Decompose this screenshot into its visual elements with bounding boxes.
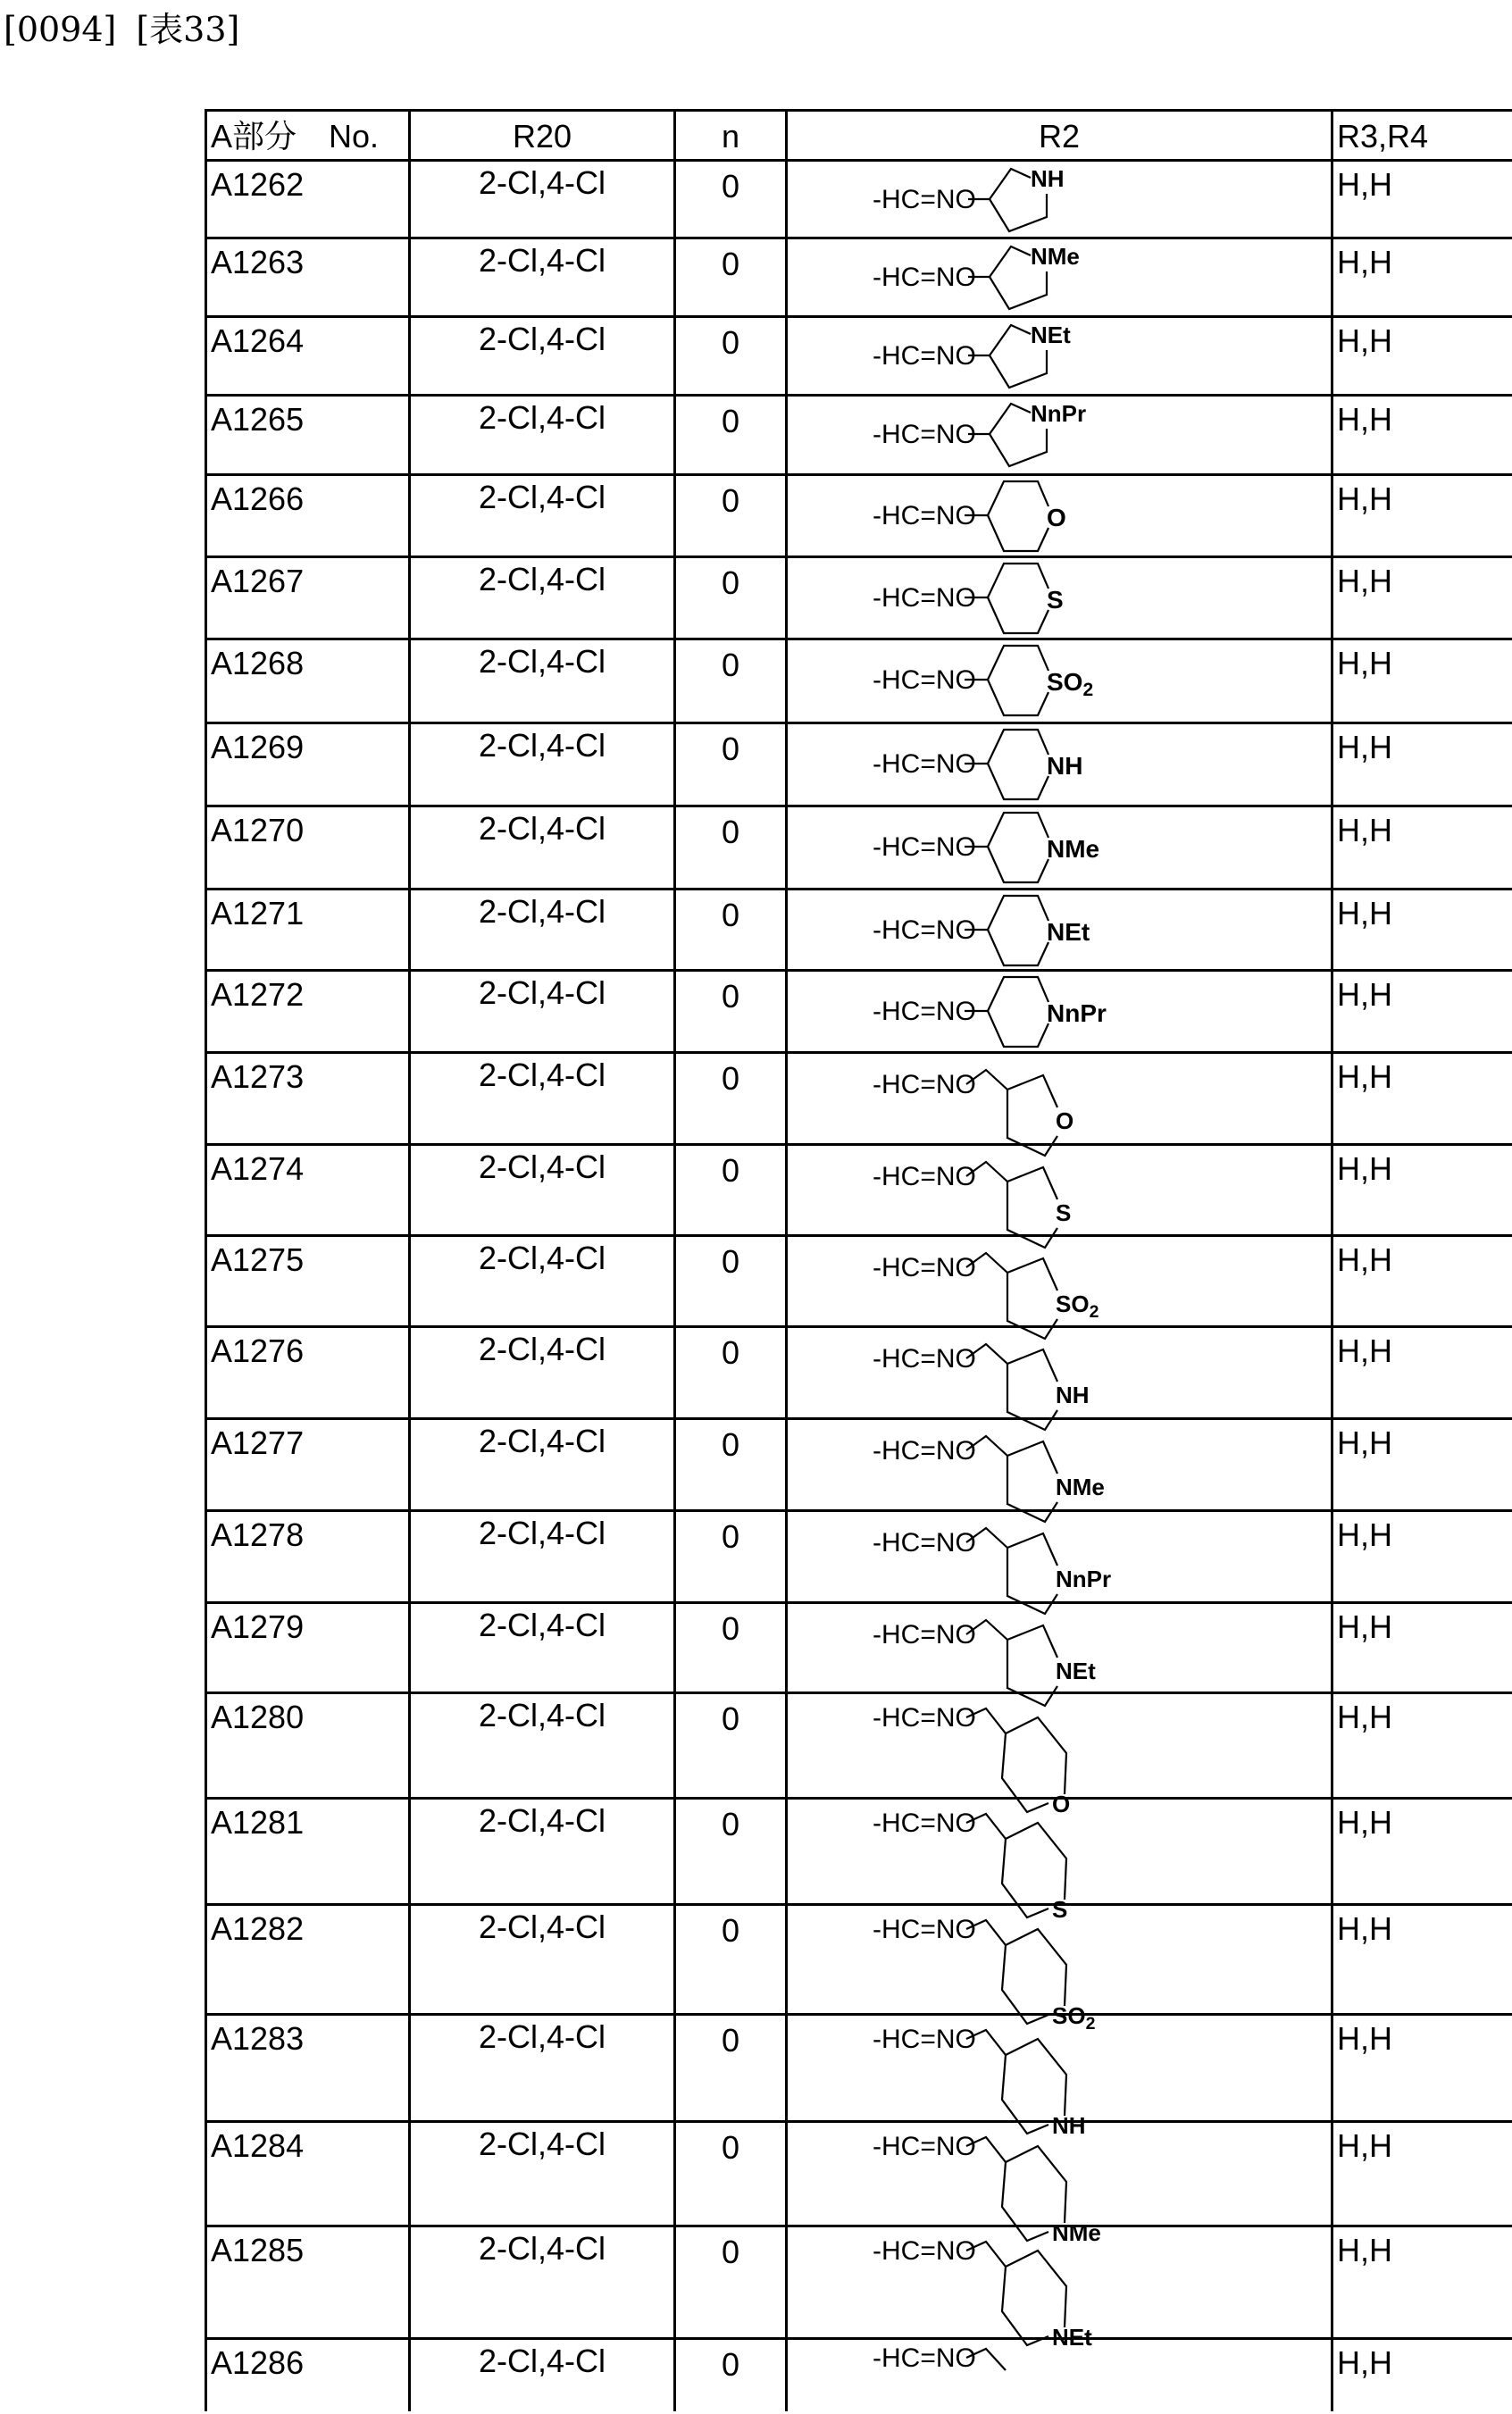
a-no-cell: A1283	[205, 2016, 408, 2120]
svg-text:-HC=NO: -HC=NO	[873, 665, 976, 695]
r2-structure-cell	[785, 2227, 1331, 2351]
a-no-cell: A1262	[205, 162, 408, 237]
n-cell: 0	[673, 2016, 785, 2120]
table-row	[205, 1509, 1512, 1601]
a-no-cell: A1286	[205, 2340, 408, 2411]
r20-cell: 2-Cl,4-Cl	[408, 397, 673, 473]
a-no-cell: A1267	[205, 558, 408, 638]
svg-text:-HC=NO: -HC=NO	[873, 1162, 976, 1191]
chemical-structure-icon	[788, 1694, 1333, 1817]
r2-structure-cell	[785, 640, 1331, 722]
r3r4-cell: H,H	[1331, 1328, 1512, 1417]
svg-text:-HC=NO: -HC=NO	[873, 1808, 976, 1838]
table-row	[205, 315, 1512, 394]
r3r4-cell: H,H	[1331, 1512, 1512, 1601]
n-cell: 0	[673, 972, 785, 1051]
table-row	[205, 1051, 1512, 1143]
a-no-cell: A1269	[205, 724, 408, 805]
r3r4-cell: H,H	[1331, 318, 1512, 394]
r3r4-cell: H,H	[1331, 640, 1512, 722]
svg-text:SO2: $SO_2$	[1056, 1291, 1099, 1322]
svg-text:NH: NH	[1047, 752, 1083, 780]
r2-structure-cell	[785, 724, 1331, 805]
r20-cell: 2-Cl,4-Cl	[408, 162, 673, 237]
table-row	[205, 2120, 1512, 2246]
r3r4-cell: H,H	[1331, 2123, 1512, 2225]
svg-text:O: O	[1047, 504, 1066, 531]
table-row	[205, 638, 1512, 722]
r20-cell: 2-Cl,4-Cl	[408, 972, 673, 1051]
a-no-cell: A1271	[205, 890, 408, 969]
table-row	[205, 394, 1512, 473]
table-row	[205, 722, 1512, 805]
r3r4-cell: H,H	[1331, 2340, 1512, 2411]
r20-cell: 2-Cl,4-Cl	[408, 807, 673, 888]
chemical-structure-icon	[788, 1604, 1333, 1694]
chemical-structure-icon	[788, 1906, 1333, 2034]
r2-structure-cell	[785, 1800, 1331, 1923]
r3r4-cell: H,H	[1331, 162, 1512, 237]
r2-structure-cell	[785, 1420, 1331, 1509]
r2-structure-cell	[785, 239, 1331, 315]
r20-cell: 2-Cl,4-Cl	[408, 558, 673, 638]
r20-cell: 2-Cl,4-Cl	[408, 318, 673, 394]
n-cell: 0	[673, 239, 785, 315]
chemical-structure-icon	[788, 972, 1333, 1054]
svg-text:SO2: $SO_2$	[1047, 668, 1094, 700]
svg-text:-HC=NO: -HC=NO	[873, 2025, 976, 2054]
svg-text:S: S	[1052, 1896, 1068, 1923]
n-cell: 0	[673, 1054, 785, 1143]
table-row	[205, 1143, 1512, 1234]
table-row	[205, 1601, 1512, 1691]
a-no-cell: A1280	[205, 1694, 408, 1797]
r20-cell: 2-Cl,4-Cl	[408, 2340, 673, 2411]
r20-cell: 2-Cl,4-Cl	[408, 1328, 673, 1417]
svg-text:NMe: NMe	[1047, 835, 1100, 863]
n-cell: 0	[673, 1146, 785, 1234]
table-row	[205, 969, 1512, 1051]
svg-text:-HC=NO: -HC=NO	[873, 2132, 976, 2161]
r2-structure-cell	[785, 1054, 1331, 1143]
chemical-structure-icon	[788, 890, 1333, 972]
svg-text:NEt: NEt	[1047, 918, 1090, 946]
r20-cell: 2-Cl,4-Cl	[408, 1146, 673, 1234]
r20-cell: 2-Cl,4-Cl	[408, 1237, 673, 1325]
svg-text:SO2: $SO_2$	[1052, 2002, 1096, 2034]
chemical-structure-icon	[788, 162, 1333, 239]
r2-structure-cell	[785, 890, 1331, 969]
r20-cell: 2-Cl,4-Cl	[408, 1906, 673, 2013]
r20-cell: 2-Cl,4-Cl	[408, 239, 673, 315]
n-cell: 0	[673, 640, 785, 722]
chemical-structure-icon	[788, 1237, 1333, 1328]
svg-text:S: S	[1056, 1199, 1072, 1226]
r3r4-cell: H,H	[1331, 890, 1512, 969]
r2-structure-cell	[785, 1237, 1331, 1325]
n-cell: 0	[673, 397, 785, 473]
svg-text:-HC=NO: -HC=NO	[873, 915, 976, 945]
chemical-structure-icon	[788, 1512, 1333, 1604]
table-row	[205, 1797, 1512, 1923]
svg-text:NEt: NEt	[1031, 322, 1071, 348]
svg-text:NEt: NEt	[1052, 2324, 1092, 2351]
header-r20: R20	[408, 112, 673, 159]
chemical-structure-icon	[788, 397, 1333, 476]
r20-cell: 2-Cl,4-Cl	[408, 724, 673, 805]
a-no-cell: A1275	[205, 1237, 408, 1325]
svg-text:-HC=NO: -HC=NO	[873, 2343, 976, 2373]
table-row	[205, 805, 1512, 888]
r3r4-cell: H,H	[1331, 1694, 1512, 1797]
a-no-cell: A1279	[205, 1604, 408, 1691]
table-row	[205, 1325, 1512, 1417]
table-row	[205, 888, 1512, 969]
r3r4-cell: H,H	[1331, 1237, 1512, 1325]
r2-structure-cell	[785, 1146, 1331, 1234]
svg-text:-HC=NO: -HC=NO	[873, 583, 976, 613]
r2-structure-cell	[785, 162, 1331, 237]
svg-text:NMe: NMe	[1031, 243, 1080, 270]
n-cell: 0	[673, 1328, 785, 1417]
r3r4-cell: H,H	[1331, 1800, 1512, 1903]
chemical-structure-icon	[788, 1420, 1333, 1512]
r20-cell: 2-Cl,4-Cl	[408, 476, 673, 555]
r20-cell: 2-Cl,4-Cl	[408, 1420, 673, 1509]
r3r4-cell: H,H	[1331, 807, 1512, 888]
svg-text:NMe: NMe	[1052, 2219, 1101, 2246]
table-row	[205, 159, 1512, 237]
n-cell: 0	[673, 2340, 785, 2411]
r20-cell: 2-Cl,4-Cl	[408, 2227, 673, 2337]
r20-cell: 2-Cl,4-Cl	[408, 1800, 673, 1903]
chemical-structure-icon	[788, 2227, 1333, 2351]
r3r4-cell: H,H	[1331, 558, 1512, 638]
header-r3r4: R3,R4	[1331, 112, 1512, 159]
svg-text:-HC=NO: -HC=NO	[873, 1528, 976, 1558]
a-no-cell: A1273	[205, 1054, 408, 1143]
svg-text:-HC=NO: -HC=NO	[873, 341, 976, 371]
chemical-structure-icon	[788, 318, 1333, 397]
svg-text:NH: NH	[1031, 165, 1065, 192]
r2-structure-cell	[785, 1512, 1331, 1601]
chemical-structure-icon	[788, 2016, 1333, 2139]
n-cell: 0	[673, 724, 785, 805]
n-cell: 0	[673, 2123, 785, 2225]
n-cell: 0	[673, 2227, 785, 2337]
a-no-cell: A1272	[205, 972, 408, 1051]
svg-text:-HC=NO: -HC=NO	[873, 420, 976, 449]
svg-text:NH: NH	[1052, 2112, 1086, 2139]
a-no-cell: A1276	[205, 1328, 408, 1417]
paragraph-heading	[4, 2, 259, 51]
r20-cell: 2-Cl,4-Cl	[408, 890, 673, 969]
paragraph-number: [0094]	[4, 10, 117, 49]
chemical-structure-icon	[788, 1800, 1333, 1923]
r3r4-cell: H,H	[1331, 2227, 1512, 2337]
svg-text:NnPr: NnPr	[1047, 999, 1107, 1027]
table-row	[205, 1691, 1512, 1817]
r3r4-cell: H,H	[1331, 1604, 1512, 1691]
svg-text:-HC=NO: -HC=NO	[873, 2236, 976, 2266]
r2-structure-cell	[785, 2016, 1331, 2139]
svg-text:O: O	[1056, 1107, 1074, 1134]
header-n: n	[673, 112, 785, 159]
chemical-structure-icon	[788, 807, 1333, 890]
svg-text:NnPr: NnPr	[1031, 400, 1087, 427]
svg-text:-HC=NO: -HC=NO	[873, 1070, 976, 1099]
n-cell: 0	[673, 1694, 785, 1797]
a-no-cell: A1266	[205, 476, 408, 555]
r3r4-cell: H,H	[1331, 1054, 1512, 1143]
svg-text:-HC=NO: -HC=NO	[873, 997, 976, 1026]
header-r2: R2	[785, 112, 1331, 159]
r3r4-cell: H,H	[1331, 239, 1512, 315]
svg-text:NnPr: NnPr	[1056, 1566, 1112, 1592]
n-cell: 0	[673, 1604, 785, 1691]
r2-structure-cell	[785, 972, 1331, 1051]
r3r4-cell: H,H	[1331, 476, 1512, 555]
r2-structure-cell	[785, 1906, 1331, 2034]
a-no-cell: A1274	[205, 1146, 408, 1234]
r2-structure-cell	[785, 397, 1331, 473]
svg-text:O: O	[1052, 1791, 1071, 1817]
a-no-cell: A1281	[205, 1800, 408, 1903]
table-row	[205, 2337, 1512, 2411]
table-label: [表33]	[136, 10, 240, 49]
a-no-cell: A1285	[205, 2227, 408, 2337]
svg-text:-HC=NO: -HC=NO	[873, 1703, 976, 1733]
a-no-cell: A1265	[205, 397, 408, 473]
svg-text:-HC=NO: -HC=NO	[873, 263, 976, 292]
n-cell: 0	[673, 558, 785, 638]
table-row	[205, 473, 1512, 555]
a-no-cell: A1264	[205, 318, 408, 394]
n-cell: 0	[673, 1906, 785, 2013]
table-header-row	[205, 109, 1512, 159]
r2-structure-cell	[785, 1604, 1331, 1691]
svg-text:NEt: NEt	[1056, 1658, 1096, 1684]
a-no-cell: A1268	[205, 640, 408, 722]
svg-text:-HC=NO: -HC=NO	[873, 185, 976, 214]
a-no-cell: A1263	[205, 239, 408, 315]
a-no-cell: A1270	[205, 807, 408, 888]
svg-text:NH: NH	[1056, 1382, 1090, 1408]
svg-text:NMe: NMe	[1056, 1474, 1105, 1500]
n-cell: 0	[673, 1800, 785, 1903]
r2-structure-cell	[785, 476, 1331, 555]
r2-structure-cell	[785, 2340, 1331, 2411]
svg-text:S: S	[1047, 586, 1064, 614]
table-row	[205, 2013, 1512, 2139]
a-no-cell: A1277	[205, 1420, 408, 1509]
svg-text:-HC=NO: -HC=NO	[873, 749, 976, 779]
chemical-structure-icon	[788, 1054, 1333, 1146]
r2-structure-cell	[785, 558, 1331, 638]
n-cell: 0	[673, 476, 785, 555]
svg-text:-HC=NO: -HC=NO	[873, 501, 976, 530]
svg-text:-HC=NO: -HC=NO	[873, 1344, 976, 1374]
n-cell: 0	[673, 1237, 785, 1325]
chemical-structure-icon	[788, 2340, 1333, 2414]
n-cell: 0	[673, 890, 785, 969]
n-cell: 0	[673, 1512, 785, 1601]
r2-structure-cell	[785, 1694, 1331, 1817]
chemical-structure-icon	[788, 476, 1333, 558]
table-row	[205, 237, 1512, 315]
r3r4-cell: H,H	[1331, 1146, 1512, 1234]
n-cell: 0	[673, 162, 785, 237]
n-cell: 0	[673, 1420, 785, 1509]
r3r4-cell: H,H	[1331, 972, 1512, 1051]
r3r4-cell: H,H	[1331, 1906, 1512, 2013]
chemical-structure-icon	[788, 640, 1333, 724]
r20-cell: 2-Cl,4-Cl	[408, 2123, 673, 2225]
r2-structure-cell	[785, 2123, 1331, 2246]
r2-structure-cell	[785, 1328, 1331, 1417]
table-row	[205, 555, 1512, 638]
chemical-structure-icon	[788, 1328, 1333, 1420]
svg-text:-HC=NO: -HC=NO	[873, 1620, 976, 1650]
n-cell: 0	[673, 318, 785, 394]
r3r4-cell: H,H	[1331, 724, 1512, 805]
r20-cell: 2-Cl,4-Cl	[408, 1512, 673, 1601]
svg-text:-HC=NO: -HC=NO	[873, 1436, 976, 1466]
svg-text:-HC=NO: -HC=NO	[873, 832, 976, 862]
r20-cell: 2-Cl,4-Cl	[408, 2016, 673, 2120]
n-cell: 0	[673, 807, 785, 888]
chemical-structure-icon	[788, 558, 1333, 640]
chemical-structure-icon	[788, 1146, 1333, 1237]
table-row	[205, 2225, 1512, 2351]
r20-cell: 2-Cl,4-Cl	[408, 1694, 673, 1797]
a-no-cell: A1284	[205, 2123, 408, 2225]
header-a-no: A部分 No.	[205, 112, 408, 159]
table-row	[205, 1903, 1512, 2034]
a-no-cell: A1282	[205, 1906, 408, 2013]
r20-cell: 2-Cl,4-Cl	[408, 640, 673, 722]
r3r4-cell: H,H	[1331, 397, 1512, 473]
r2-structure-cell	[785, 807, 1331, 888]
r2-structure-cell	[785, 318, 1331, 394]
chemical-structure-icon	[788, 2123, 1333, 2246]
table-row	[205, 1417, 1512, 1509]
chemical-structure-icon	[788, 239, 1333, 318]
r3r4-cell: H,H	[1331, 2016, 1512, 2120]
r3r4-cell: H,H	[1331, 1420, 1512, 1509]
svg-text:-HC=NO: -HC=NO	[873, 1915, 976, 1944]
chemical-structure-icon	[788, 724, 1333, 807]
a-no-cell: A1278	[205, 1512, 408, 1601]
r20-cell: 2-Cl,4-Cl	[408, 1054, 673, 1143]
svg-text:-HC=NO: -HC=NO	[873, 1253, 976, 1282]
r20-cell: 2-Cl,4-Cl	[408, 1604, 673, 1691]
table-row	[205, 1234, 1512, 1325]
